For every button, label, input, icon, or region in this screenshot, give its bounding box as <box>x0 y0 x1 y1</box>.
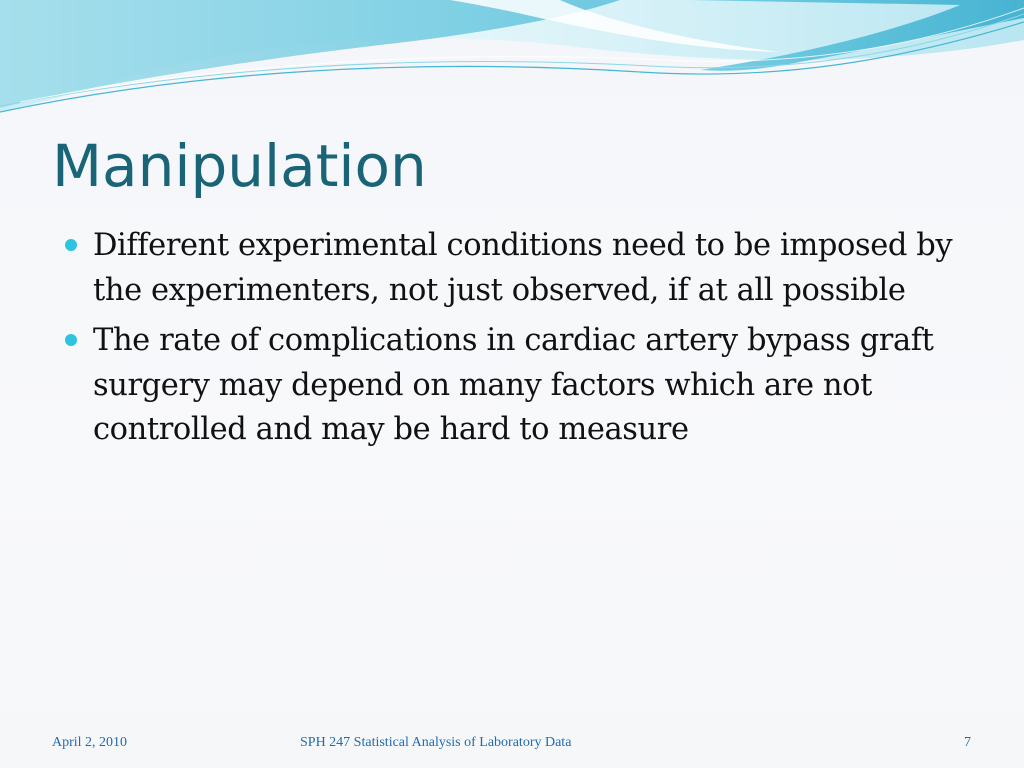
footer-page-number: 7 <box>964 735 971 750</box>
slide-title: Manipulation <box>52 132 427 200</box>
footer-date: April 2, 2010 <box>52 735 128 750</box>
bullet-item <box>64 319 974 453</box>
header-wave-decoration <box>0 0 1024 130</box>
footer-course-title: SPH 247 Statistical Analysis of Laboratory Data <box>300 735 572 750</box>
bullet-text: Different experimental conditions need to be imposed by the experimenters, not just observed, if at all possible <box>93 228 953 308</box>
bullet-item <box>64 224 974 313</box>
bullet-text: The rate of complications in cardiac artery bypass graft surgery may depend on many factors which are not controlled and may be hard to measure <box>93 323 934 447</box>
bullet-dot-icon <box>65 239 77 251</box>
bullet-dot-icon <box>65 334 77 346</box>
bullet-list <box>64 224 974 459</box>
